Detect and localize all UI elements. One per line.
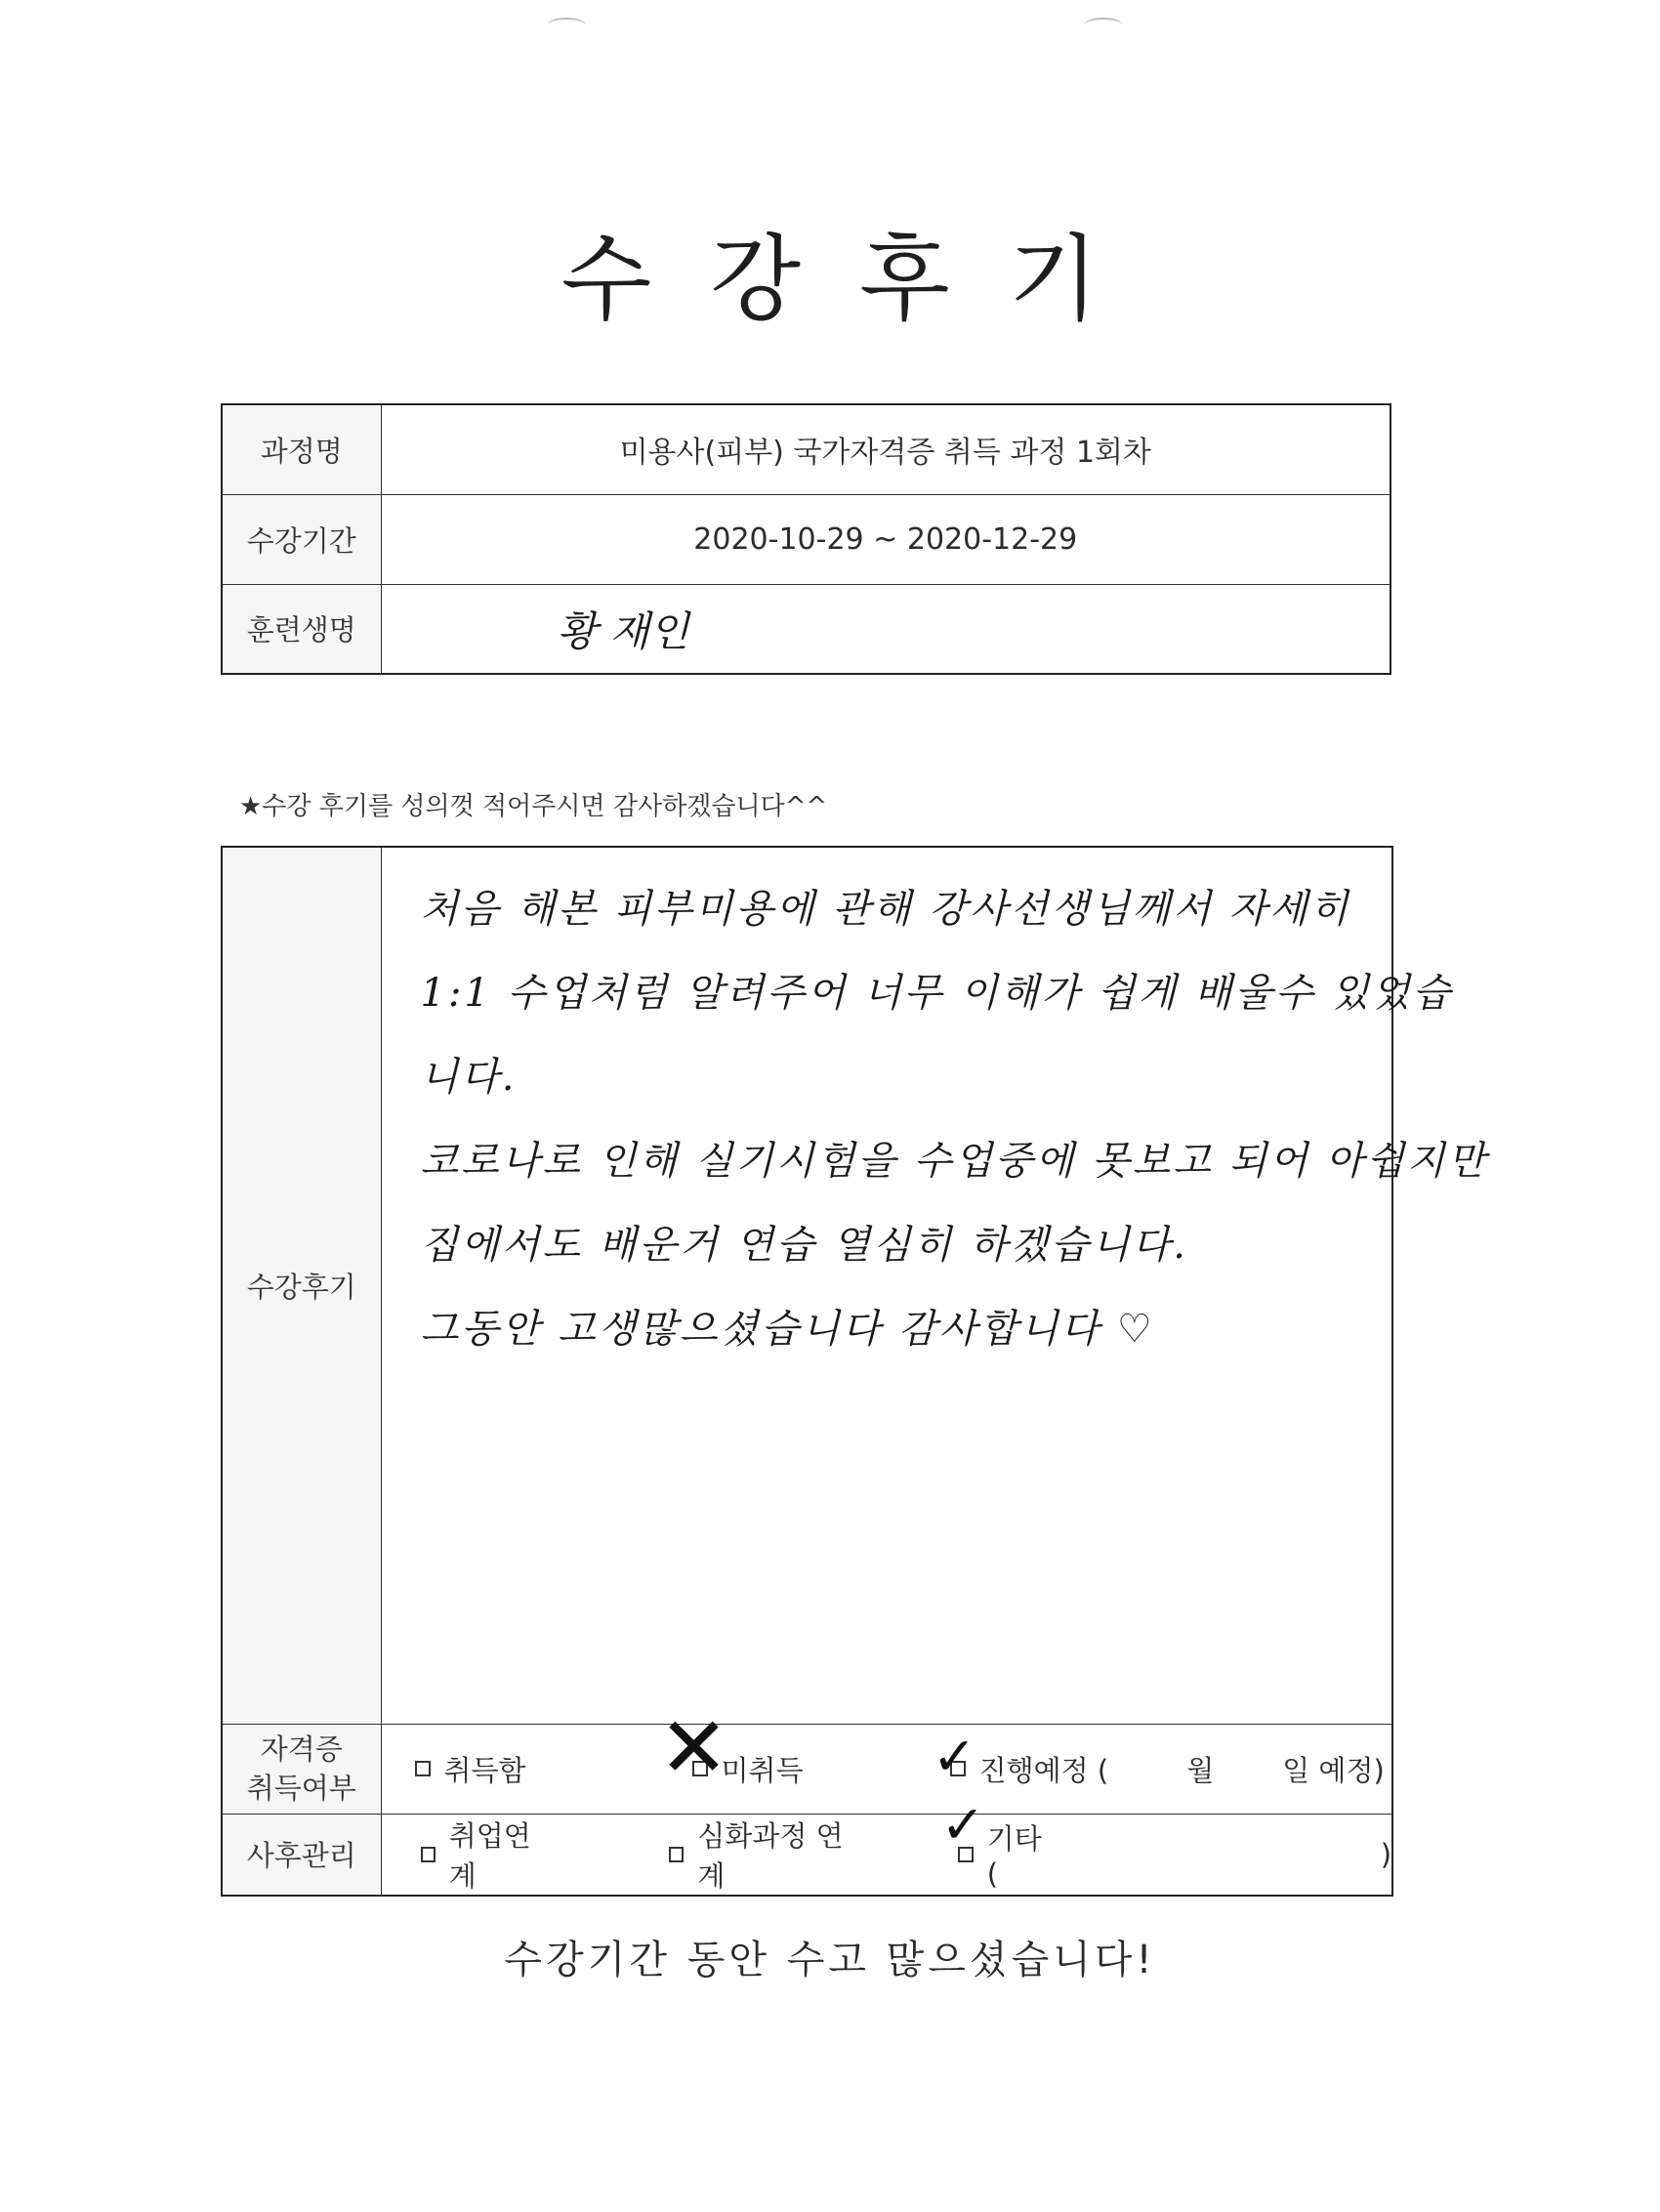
review-line: 코로나로 인해 실기시험을 수업중에 못보고 되어 아쉽지만 [420,1139,1489,1184]
page-title: 수강후기 [560,225,1158,334]
option-acquired[interactable] [415,1749,526,1789]
review-table [221,846,1489,1897]
period-label: 수강기간 [222,494,381,584]
option-planned[interactable] [932,1725,1109,1789]
review-line: 처음 해본 피부미용에 관해 강사선생님께서 자세히 [420,887,1351,932]
certificate-label-line1: 자격증 [260,1732,343,1766]
option-advanced[interactable] [669,1815,860,1895]
x-mark-icon: ✕ [658,1698,729,1797]
review-content [381,847,1489,1724]
option-planned-label: 진행예정 ( [978,1753,1109,1787]
review-line: 1:1 수업처럼 알려주어 너무 이해가 쉽게 배울수 있었습 [420,971,1454,1016]
option-employment-label: 취업연계 [448,1818,531,1893]
review-line: 그동안 고생많으셨습니다 감사합니다 ♡ [420,1307,1155,1352]
course-name-label: 과정명 [222,404,381,494]
punch-hole-mark [1084,18,1123,33]
option-advanced-label: 심화과정 연계 [697,1818,844,1893]
review-label: 수강후기 [222,847,381,1724]
checkbox-acquired[interactable] [415,1761,431,1776]
trainee-name-handwritten: 황 재인 [557,606,689,655]
course-name-value: 미용사(피부) 국가자격증 취득 과정 1회차 [381,404,1390,494]
month-label: 월 [1186,1753,1215,1787]
review-line: 니다. [420,1055,518,1100]
certificate-label-line2: 취득여부 [246,1772,356,1805]
option-other[interactable] [940,1794,1048,1892]
option-not-acquired-label: 미취득 [721,1753,804,1787]
aftercare-options [381,1794,1392,1896]
aftercare-label: 사후관리 [222,1814,381,1896]
option-acquired-label: 취득함 [443,1753,526,1787]
notice-text: ★수강 후기를 성의껏 적어주시면 감사하겠습니다^^ [239,792,828,821]
checkmark-icon: ✓ [932,1725,976,1787]
certificate-label [222,1724,381,1814]
day-label: 일 예정) [1282,1753,1385,1787]
trainee-label: 훈련생명 [222,584,381,674]
checkbox-advanced[interactable] [669,1847,684,1862]
closing-message: 수강기간 동안 수고 많으셨습니다! [504,1938,1156,1982]
option-employment[interactable] [421,1815,553,1895]
trainee-cell [381,584,1390,674]
certificate-options [381,1698,1392,1814]
course-info-table [221,403,1391,675]
checkbox-employment[interactable] [421,1847,436,1862]
punch-hole-mark [547,18,586,33]
period-value: 2020-10-29 ~ 2020-12-29 [381,494,1390,584]
option-other-close: ) [1380,1837,1392,1871]
option-other-label: 기타( [986,1822,1042,1892]
checkmark-icon: ✓ [940,1794,985,1857]
option-not-acquired[interactable] [658,1698,804,1797]
review-line: 집에서도 배운거 연습 열심히 하겠습니다. [420,1223,1188,1268]
